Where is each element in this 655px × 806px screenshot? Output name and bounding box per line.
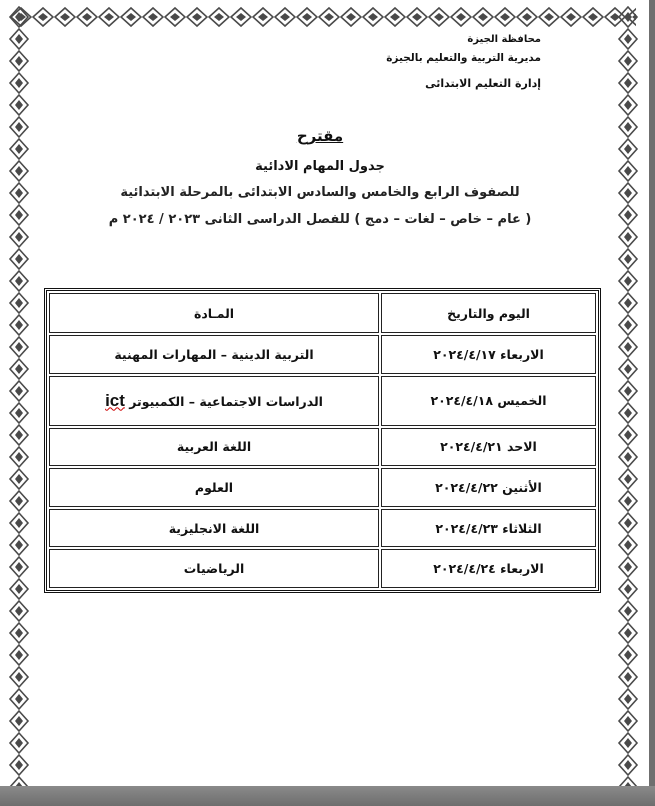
directorate-label: مديرية التربية والتعليم بالجيزة (386, 52, 541, 64)
table-row (49, 335, 596, 374)
row-date: الأثنين ٢٠٢٤/٤/٢٢ (381, 468, 596, 507)
title-block (40, 125, 600, 233)
row-date: الثلاثاء ٢٠٢٤/٤/٢٣ (381, 509, 596, 548)
right-ornamental-border (617, 6, 639, 786)
row-subject: اللغة العربية (49, 428, 379, 467)
governorate-label: محافظة الجيزة (467, 34, 541, 45)
row-date: الاربعاء ٢٠٢٤/٤/١٧ (381, 335, 596, 374)
row-subject: التربية الدينية – المهارات المهنية (49, 335, 379, 374)
table-row (49, 428, 596, 467)
row-date: الاحد ٢٠٢٤/٤/٢١ (381, 428, 596, 467)
row-date: الاربعاء ٢٠٢٤/٤/٢٤ (381, 549, 596, 588)
top-ornamental-border (10, 6, 636, 28)
ict-label: ict (105, 390, 125, 410)
schedule-table (47, 291, 598, 590)
administration-label: إدارة التعليم الابتدائى (425, 77, 541, 90)
left-ornamental-border (8, 6, 30, 786)
document-title: مقترح (296, 127, 344, 145)
table-row (49, 376, 596, 426)
page-bottom-edge (0, 786, 655, 806)
row-subject (49, 376, 379, 426)
header-subject: المـادة (49, 293, 379, 333)
row-subject: اللغة الانجليزية (49, 509, 379, 548)
grades-line: للصفوف الرابع والخامس والسادس الابتدائى بالمرحلة الابتدائية (120, 185, 520, 200)
table-row (49, 509, 596, 548)
row-date: الخميس ٢٠٢٤/٤/١٨ (381, 376, 596, 426)
table-header-row (49, 293, 596, 333)
table-row (49, 468, 596, 507)
page-right-edge (649, 0, 655, 786)
document-subtitle: جدول المهام الادائية (255, 159, 385, 174)
row-subject: الرياضيات (49, 549, 379, 588)
header-block (321, 30, 541, 93)
schedule-table-frame (44, 288, 601, 593)
term-line: ( عام – خاص – لغات – دمج ) للفصل الدراسى الثانى ٢٠٢٣ / ٢٠٢٤ م (108, 212, 532, 227)
row-subject: العلوم (49, 468, 379, 507)
row-subject-text: الدراسات الاجتماعية – الكمبيوتر (129, 393, 323, 409)
header-date: اليوم والتاريخ (381, 293, 596, 333)
table-row (49, 549, 596, 588)
